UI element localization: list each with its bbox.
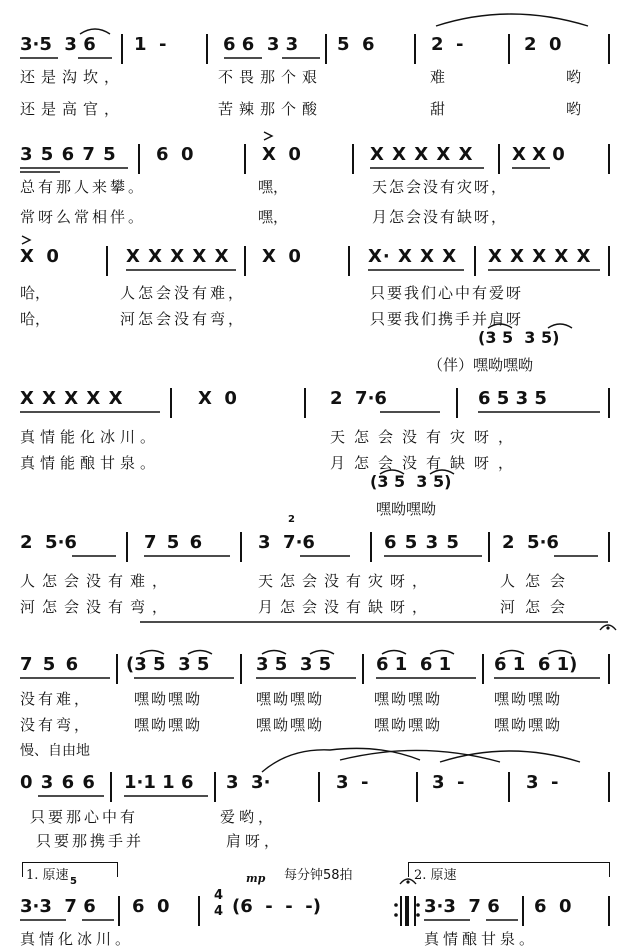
repeat-dot [394, 913, 398, 917]
time-signature-top: 4 [214, 888, 224, 903]
note-group: 3 - [526, 772, 559, 793]
note-group: 3·3 7 6 [424, 896, 500, 917]
repeat-dot [394, 903, 398, 907]
lyric: 只要那心中有 [30, 808, 139, 826]
slur [436, 14, 588, 26]
note-group: 3 5 6 7 5 [20, 144, 117, 165]
lyric: 爱哟， [220, 808, 278, 826]
lyric: 只要我们携手并肩呀 [370, 310, 524, 328]
note-group: X 0 [20, 246, 59, 267]
note-group: 3 5 3 5 [256, 654, 332, 675]
note-group: 3 7·6 [258, 532, 315, 553]
slur [262, 748, 420, 772]
lyric: 人怎会没有难， [120, 284, 247, 302]
lyric: 只要那携手并 [36, 832, 145, 850]
lyric: 嘿呦嘿呦 [134, 690, 203, 708]
note-group: X X X X X [126, 246, 230, 267]
slur [440, 751, 580, 762]
note-group: X X 0 [512, 144, 565, 165]
lyric: 没有难， [20, 690, 93, 708]
note-group: 3·5 3 6 [20, 34, 96, 55]
note-group: 3·3 7 6 [20, 896, 96, 917]
grace-note: 2 [288, 514, 295, 525]
lyric: 嘿呦嘿呦 [374, 690, 443, 708]
note-group: 2 - [431, 34, 464, 55]
accompaniment-notes: (3 5 3 5) [478, 328, 560, 347]
note-group: X X X X X [370, 144, 474, 165]
note-group: 6 0 [534, 896, 572, 917]
grace-note: 5 [70, 876, 77, 887]
time-signature-bottom: 4 [214, 904, 224, 919]
lyric: 嘿， [258, 208, 289, 226]
lyric: 月怎会没有缺呀， [330, 454, 523, 472]
note-group: 3 - [336, 772, 369, 793]
dynamic-marking: mp [246, 872, 266, 885]
lyric: 没有弯， [20, 716, 93, 734]
lyric: 苦辣那个酸 [218, 100, 324, 118]
lyric: 还是高官， [20, 100, 126, 118]
lyric: 甜 [430, 100, 446, 118]
repeat-dot [416, 913, 420, 917]
note-group: 1·1 1 6 [124, 772, 194, 793]
lyric: 嘿呦嘿呦 [494, 716, 563, 734]
lyric: 嘿呦嘿呦 [256, 716, 325, 734]
lyric: 不畏那个艰 [218, 68, 324, 86]
lyric: 嘿， [258, 178, 289, 196]
volta-1-label: 1. 原速 [26, 868, 69, 883]
note-group: 2 7·6 [330, 388, 387, 409]
note-group: 6 1 6 1 [376, 654, 452, 675]
note-group: X 0 [262, 144, 301, 165]
lyric: 嘿呦嘿呦 [494, 690, 563, 708]
tempo-marking: 每分钟58拍 [284, 868, 353, 883]
note-group: 5 6 [337, 34, 375, 55]
lyric: 哟 [566, 100, 582, 118]
lyric: 河怎会没有弯， [20, 598, 175, 616]
lyric: 嘿呦嘿呦 [374, 716, 443, 734]
lyric: 嘿呦嘿呦 [256, 690, 325, 708]
note-group: 6 6 3 3 [223, 34, 299, 55]
lyric: 哈， [20, 310, 51, 328]
lyric: 肩呀， [226, 832, 284, 850]
accompaniment-notes: (3 5 3 5) [370, 472, 452, 491]
lyric: 天怎会没有灾呀， [258, 572, 435, 590]
note-group: 1 - [134, 34, 167, 55]
repeat-dot [416, 903, 420, 907]
fermata-dot [606, 626, 609, 629]
lyric: 哟 [566, 68, 582, 86]
lyric: 人怎会没有难， [20, 572, 175, 590]
note-group: 2 5·6 [502, 532, 559, 553]
accompaniment-lyric: 嘿呦嘿呦 [376, 500, 437, 518]
lyric: 河怎会没有弯， [120, 310, 247, 328]
fermata [600, 625, 616, 630]
note-group: X X X X X [488, 246, 592, 267]
tempo-marking: 慢、自由地 [20, 743, 90, 759]
note-group: X· X X X [368, 246, 458, 267]
note-group: 2 5·6 [20, 532, 77, 553]
note-group: X 0 [262, 246, 301, 267]
note-group: 6 5 3 5 [478, 388, 547, 409]
lyric: 嘿呦嘿呦 [134, 716, 203, 734]
accent-mark [264, 132, 272, 140]
lyric: 真情能化冰川。 [20, 428, 161, 446]
lyric: 真情能酿甘泉。 [20, 454, 161, 472]
note-group: 3 - [432, 772, 465, 793]
note-group: 6 5 3 5 [384, 532, 460, 553]
accompaniment-lyric: （伴）嘿呦嘿呦 [428, 356, 534, 374]
lyric: 真情酿甘泉。 [424, 930, 539, 948]
note-group: 7 5 6 [20, 654, 81, 675]
note-group: (3 5 3 5 [126, 654, 210, 675]
note-group: 6 0 [132, 896, 170, 917]
note-group: (6 - - -) [232, 896, 321, 917]
note-group: 0 3 6 6 [20, 772, 96, 793]
lyric: 哈， [20, 284, 51, 302]
lyric: 只要我们心中有爱呀 [370, 284, 524, 302]
lyric: 人怎会 [500, 572, 576, 590]
lyric: 常呀么常相伴。 [20, 208, 147, 226]
note-group: 2 0 [524, 34, 562, 55]
lyric: 天怎会没有灾呀， [372, 178, 509, 196]
lyric: 月怎会没有缺呀， [258, 598, 435, 616]
note-group: X 0 [198, 388, 237, 409]
lyric: 月怎会没有缺呀， [372, 208, 509, 226]
note-group: 6 0 [156, 144, 194, 165]
note-group: X X X X X [20, 388, 124, 409]
note-group: 7 5 6 [144, 532, 205, 553]
slur [340, 750, 500, 762]
lyric: 总有那人来攀。 [20, 178, 147, 196]
lyric: 天怎会没有灾呀， [330, 428, 523, 446]
lyric: 真情化冰川。 [20, 930, 135, 948]
note-group: 3 3· [226, 772, 271, 793]
lyric: 难 [430, 68, 446, 86]
note-group: 6 1 6 1) [494, 654, 578, 675]
lyric: 还是沟坎， [20, 68, 126, 86]
fermata-dot [406, 880, 409, 883]
lyric: 河怎会 [500, 598, 576, 616]
accent-mark [22, 236, 30, 244]
volta-2-label: 2. 原速 [414, 868, 457, 883]
